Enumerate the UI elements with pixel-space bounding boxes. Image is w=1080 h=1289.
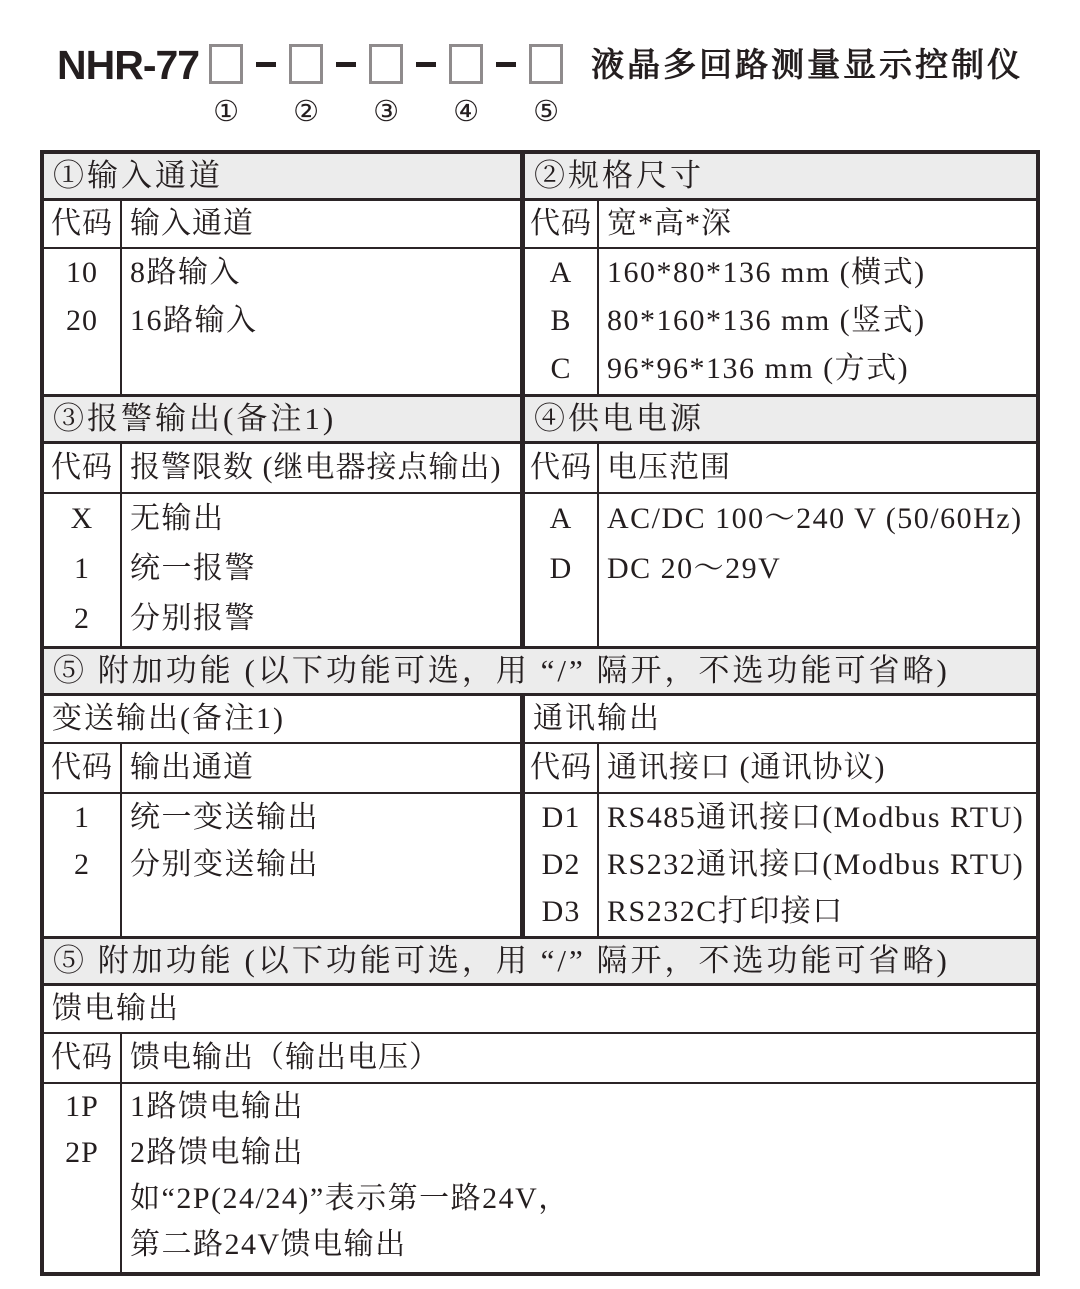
code-cell: 20 (66, 304, 98, 337)
header-half-transmit (44, 744, 525, 792)
position-mark-3: ③ (373, 96, 400, 128)
column-header-feed-output: 馈电输出（输出电压） (130, 1041, 440, 1074)
feed-output-subhead: 馈电输出 (52, 992, 180, 1025)
desc-cell: 无输出 (130, 502, 225, 535)
column-header-comm-interface: 通讯接口 (通讯协议) (607, 751, 886, 784)
desc-column (122, 794, 520, 936)
desc-cell: 8路输入 (130, 256, 241, 289)
header-half-comm (525, 744, 1036, 792)
model-selection-table (40, 150, 1040, 1276)
model-code-slot-5 (529, 44, 563, 127)
dash-separator-4 (496, 62, 516, 67)
data-block-transmit-comm (44, 794, 1036, 939)
additional-functions-text: ⑤ 附加功能 (以下功能可选，用 “/” 隔开，不选功能可省略) (53, 943, 950, 978)
model-code-box-2 (289, 44, 323, 84)
data-half-transmit (44, 794, 525, 936)
column-header-output-channels: 输出通道 (130, 751, 254, 784)
desc-cell: 统一报警 (130, 552, 256, 585)
section-alarm-title-cell (44, 397, 525, 441)
desc-cell: DC 20～29V (607, 552, 782, 585)
band-row-alarm-power (44, 397, 1036, 444)
data-half-power (525, 494, 1036, 646)
code-header: 代码 (44, 201, 122, 247)
code-cell: C (550, 352, 572, 385)
code-cell (44, 1222, 120, 1268)
section-title-input-channels: ①输入通道 (53, 158, 223, 193)
additional-functions-band-1 (44, 649, 1036, 696)
code-cell: B (550, 304, 572, 337)
header-half-input (44, 201, 525, 247)
code-cell: 2 (74, 602, 90, 635)
desc-cell: 分别变送输出 (130, 848, 319, 881)
model-code-box-4 (449, 44, 483, 84)
dash-separator-1 (256, 62, 276, 67)
code-header: 代码 (525, 201, 599, 247)
model-code-box-5 (529, 44, 563, 84)
header-row-4 (44, 1034, 1036, 1084)
desc-cell: 160*80*136 mm (横式) (607, 256, 926, 289)
model-name: NHR-77 (57, 42, 200, 88)
header-half-power (525, 444, 1036, 492)
code-cell (44, 1176, 120, 1222)
code-header: 代码 (44, 744, 122, 792)
desc-cell: 16路输入 (130, 304, 258, 337)
section-dimensions-title-cell (525, 154, 1036, 198)
code-cell: 2 (74, 848, 90, 881)
desc-column (599, 249, 1036, 394)
desc-cell: 第二路24V馈电输出 (130, 1228, 407, 1261)
data-block-feed-output (44, 1084, 1036, 1272)
code-cell: A (549, 256, 573, 289)
desc-cell: 分别报警 (130, 602, 256, 635)
desc-cell: RS232通讯接口(Modbus RTU) (607, 848, 1025, 881)
subhead-half-comm (525, 696, 1036, 742)
section-input-channels-title-cell (44, 154, 525, 198)
desc-cell: RS485通讯接口(Modbus RTU) (607, 801, 1025, 834)
code-column (44, 794, 122, 936)
desc-column (599, 794, 1036, 936)
code-cell: 1 (74, 801, 90, 834)
desc-column (122, 249, 520, 394)
desc-cell: 2路馈电输出 (130, 1136, 304, 1169)
model-code-slot-3 (369, 44, 403, 127)
desc-column (122, 494, 520, 646)
desc-column (599, 494, 1036, 646)
header-row-1 (44, 201, 1036, 249)
code-header: 代码 (44, 1034, 122, 1082)
column-header-input-channels: 输入通道 (130, 207, 254, 240)
model-code-row (57, 44, 1080, 127)
code-column (44, 249, 122, 394)
product-title: 液晶多回路测量显示控制仪 (591, 46, 1024, 83)
desc-cell: RS232C打印接口 (607, 895, 844, 928)
desc-cell: 96*96*136 mm (方式) (607, 352, 910, 385)
data-block-alarm-power (44, 494, 1036, 649)
code-column (525, 794, 599, 936)
code-cell: 2P (65, 1136, 99, 1169)
model-code-box-3 (369, 44, 403, 84)
model-code-slot-2 (289, 44, 323, 127)
code-cell: 1P (65, 1090, 99, 1123)
data-half-dimensions (525, 249, 1036, 394)
data-half-comm (525, 794, 1036, 936)
position-mark-1: ① (213, 96, 240, 128)
data-half-alarm (44, 494, 525, 646)
desc-cell: AC/DC 100～240 V (50/60Hz) (607, 502, 1023, 535)
band-row-input-dimensions (44, 154, 1036, 201)
dash-separator-2 (336, 62, 356, 67)
header-half-alarm (44, 444, 525, 492)
code-cell: D3 (541, 895, 581, 928)
desc-cell: 80*160*136 mm (竖式) (607, 304, 926, 337)
position-mark-2: ② (293, 96, 320, 128)
desc-cell: 统一变送输出 (130, 801, 319, 834)
column-header-dimensions: 宽*高*深 (607, 207, 732, 240)
additional-functions-text: ⑤ 附加功能 (以下功能可选，用 “/” 隔开，不选功能可省略) (53, 653, 950, 688)
comm-output-subhead: 通讯输出 (533, 702, 661, 735)
transmit-output-subhead: 变送输出(备注1) (52, 702, 285, 735)
code-column (44, 494, 122, 646)
code-header: 代码 (525, 744, 599, 792)
column-header-voltage-range: 电压范围 (607, 451, 731, 484)
code-header: 代码 (44, 444, 122, 492)
code-cell: D2 (541, 848, 581, 881)
additional-functions-band-2 (44, 939, 1036, 986)
data-half-input-channels (44, 249, 525, 394)
code-cell: A (549, 502, 573, 535)
section-title-alarm-output: ③报警输出(备注1) (53, 401, 337, 436)
section-power-title-cell (525, 397, 1036, 441)
header-half-dimensions (525, 201, 1036, 247)
dash-separator-3 (416, 62, 436, 67)
position-mark-5: ⑤ (533, 96, 560, 128)
subhead-row (44, 696, 1036, 744)
section-title-power-supply: ④供电电源 (534, 401, 704, 436)
code-cell: 1 (74, 552, 90, 585)
model-header (0, 0, 1080, 150)
code-cell: D1 (541, 801, 581, 834)
model-code-slot-1 (209, 44, 243, 127)
desc-cell: 如“2P(24/24)”表示第一路24V， (130, 1182, 570, 1215)
desc-column (122, 1084, 1036, 1272)
code-column (525, 249, 599, 394)
code-cell: 10 (66, 256, 98, 289)
model-code-slot-4 (449, 44, 483, 127)
code-header: 代码 (525, 444, 599, 492)
code-cell: X (70, 502, 94, 535)
code-column (525, 494, 599, 646)
data-block-input-dimensions (44, 249, 1036, 397)
code-column (44, 1084, 122, 1272)
code-cell: D (549, 552, 573, 585)
column-header-alarm-limits: 报警限数 (继电器接点输出) (130, 451, 502, 484)
section-title-dimensions: ②规格尺寸 (534, 158, 704, 193)
subhead-half-transmit (44, 696, 525, 742)
model-code-box-1 (209, 44, 243, 84)
position-mark-4: ④ (453, 96, 480, 128)
desc-cell: 1路馈电输出 (130, 1090, 304, 1123)
feed-output-row (44, 986, 1036, 1034)
header-row-3 (44, 744, 1036, 794)
header-row-2 (44, 444, 1036, 494)
